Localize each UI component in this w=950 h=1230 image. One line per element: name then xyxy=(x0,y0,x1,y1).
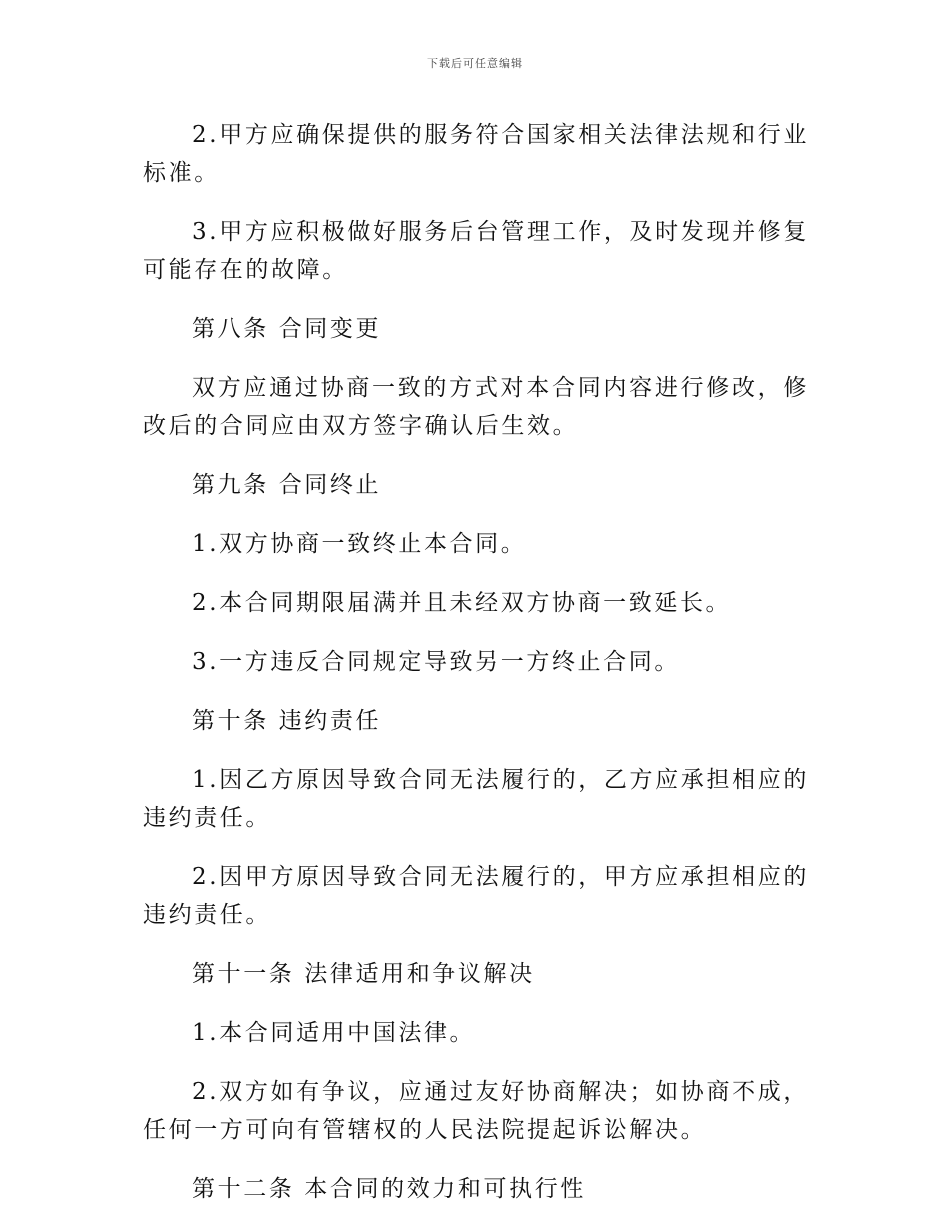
clause-8-body: 双方应通过协商一致的方式对本合同内容进行修改，修改后的合同应由双方签字确认后生效。 xyxy=(143,375,809,439)
document-body xyxy=(143,116,809,1229)
clause-9-item-2: 2.本合同期限届满并且未经双方协商一致延长。 xyxy=(192,590,732,616)
clause-11-heading: 第十一条 法律适用和争议解决 xyxy=(192,961,535,987)
clause-7-item-3: 3.甲方应积极做好服务后台管理工作，及时发现并修复可能存在的故障。 xyxy=(143,219,809,283)
clause-8-heading: 第八条 合同变更 xyxy=(192,316,382,342)
clause-9-heading: 第九条 合同终止 xyxy=(192,472,382,498)
clause-10-item-2: 2.因甲方原因导致合同无法履行的，甲方应承担相应的违约责任。 xyxy=(143,864,809,928)
clause-7-item-2: 2.甲方应确保提供的服务符合国家相关法律法规和行业标准。 xyxy=(143,122,809,186)
clause-10-item-1: 1.因乙方原因导致合同无法履行的，乙方应承担相应的违约责任。 xyxy=(143,767,809,831)
clause-12-heading: 第十二条 本合同的效力和可执行性 xyxy=(192,1176,586,1202)
page-header: 下载后可任意编辑 xyxy=(427,57,523,70)
clause-9-item-1: 1.双方协商一致终止本合同。 xyxy=(192,531,527,557)
clause-11-item-2: 2.双方如有争议，应通过友好协商解决；如协商不成，任何一方可向有管辖权的人民法院提起诉讼解决。 xyxy=(143,1079,809,1143)
clause-9-item-3: 3.一方违反合同规定导致另一方终止合同。 xyxy=(192,649,680,675)
clause-10-heading: 第十条 违约责任 xyxy=(192,708,382,734)
clause-11-item-1: 1.本合同适用中国法律。 xyxy=(192,1020,476,1046)
